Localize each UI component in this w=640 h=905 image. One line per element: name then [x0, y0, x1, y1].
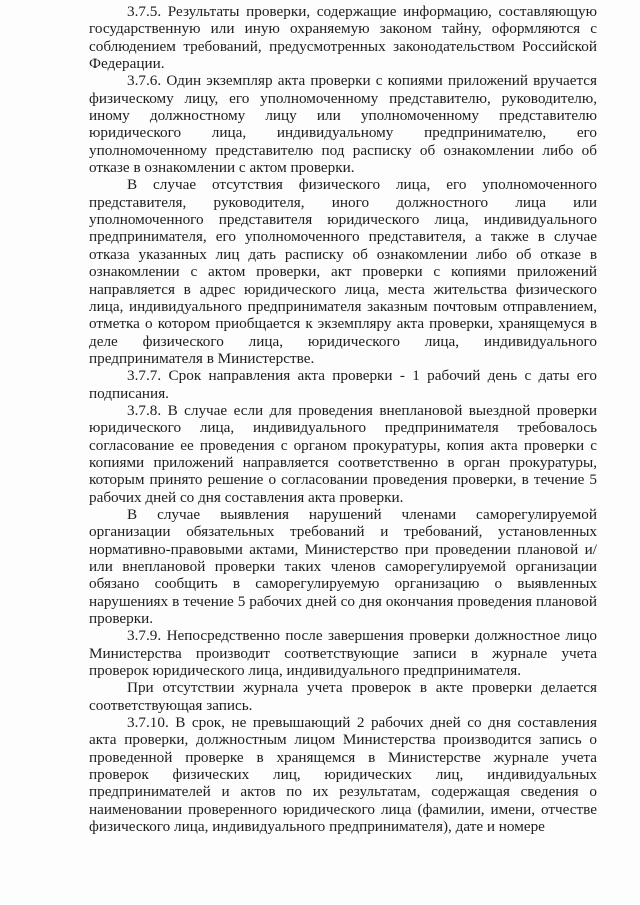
paragraph-3-7-9: 3.7.9. Непосредственно после завершения проверки должностное лицо Министерства производит соответствующие записи в журнале учета проверок юридического лица, индивидуального предпринимателя.: [89, 627, 597, 680]
paragraph-3-7-10: 3.7.10. В срок, не превышающий 2 рабочих дней со дня составления акта проверки, должностным лицом Министерства производится запись о проведенной проверке в хранящемся в Министерстве журнале учета проверок физических лиц, юридических лиц, индивидуальных предпринимателей и актов по их результатам, содержащая сведения о наименовании проверенного юридического лица (фамилии, имени, отчестве физического лица, индивидуального предпринимателя), дате и номере: [89, 714, 597, 836]
paragraph-sro-violations: В случае выявления нарушений членами саморегулируемой организации обязательных требований и требований, установленных нормативно-правовыми актами, Министерство при проведении плановой и/или внеплановой проверки таких членов саморегулируемой организации обязано сообщить в саморегулируемую организацию о выявленных нарушениях в течение 5 рабочих дней со дня окончания проведения плановой проверки.: [89, 505, 597, 628]
paragraph-3-7-5: 3.7.5. Результаты проверки, содержащие информацию, составляющую государственную или иную охраняемую законом тайну, оформляются с соблюдением требований, предусмотренных законодательством Российской Федерации.: [89, 3, 597, 73]
paragraph-3-7-6: 3.7.6. Один экземпляр акта проверки с копиями приложений вручается физическому лицу, его уполномоченному представителю, руководителю, иному должностному лицу или уполномоченному представителю юридического лица, индивидуальному предпринимателю, его уполномоченному представителю под расписку об ознакомлении либо об отказе в ознакомлении с актом проверки.: [89, 72, 597, 177]
paragraph-absence-delivery: В случае отсутствия физического лица, его уполномоченного представителя, руководителя, иного должностного лица или уполномоченного представителя юридического лица, индивидуального предпринимателя, его уполномоченного представителя, а также в случае отказа указанных лиц дать расписку об ознакомлении либо об отказе в ознакомлении с актом проверки, акт проверки с копиями приложений направляется в адрес юридического лица, места жительства физического лица, индивидуального предпринимателя заказным почтовым отправлением, отметка о котором приобщается к экземпляру акта проверки, хранящемуся в деле физического лица, юридического лица, индивидуального предпринимателя в Министерстве.: [89, 176, 597, 367]
paragraph-no-journal: При отсутствии журнала учета проверок в акте проверки делается соответствующая запись.: [89, 679, 597, 714]
document-body: [89, 3, 597, 836]
paragraph-3-7-7: 3.7.7. Срок направления акта проверки - 1 рабочий день с даты его подписания.: [89, 367, 597, 402]
paragraph-3-7-8: 3.7.8. В случае если для проведения внеплановой выездной проверки юридического лица, индивидуального предпринимателя требовалось согласование ее проведения с органом прокуратуры, копия акта проверки с копиями приложений направляется соответственно в орган прокуратуры, которым принято решение о согласовании проведения проверки, в течение 5 рабочих дней со дня составления акта проверки.: [89, 401, 597, 506]
